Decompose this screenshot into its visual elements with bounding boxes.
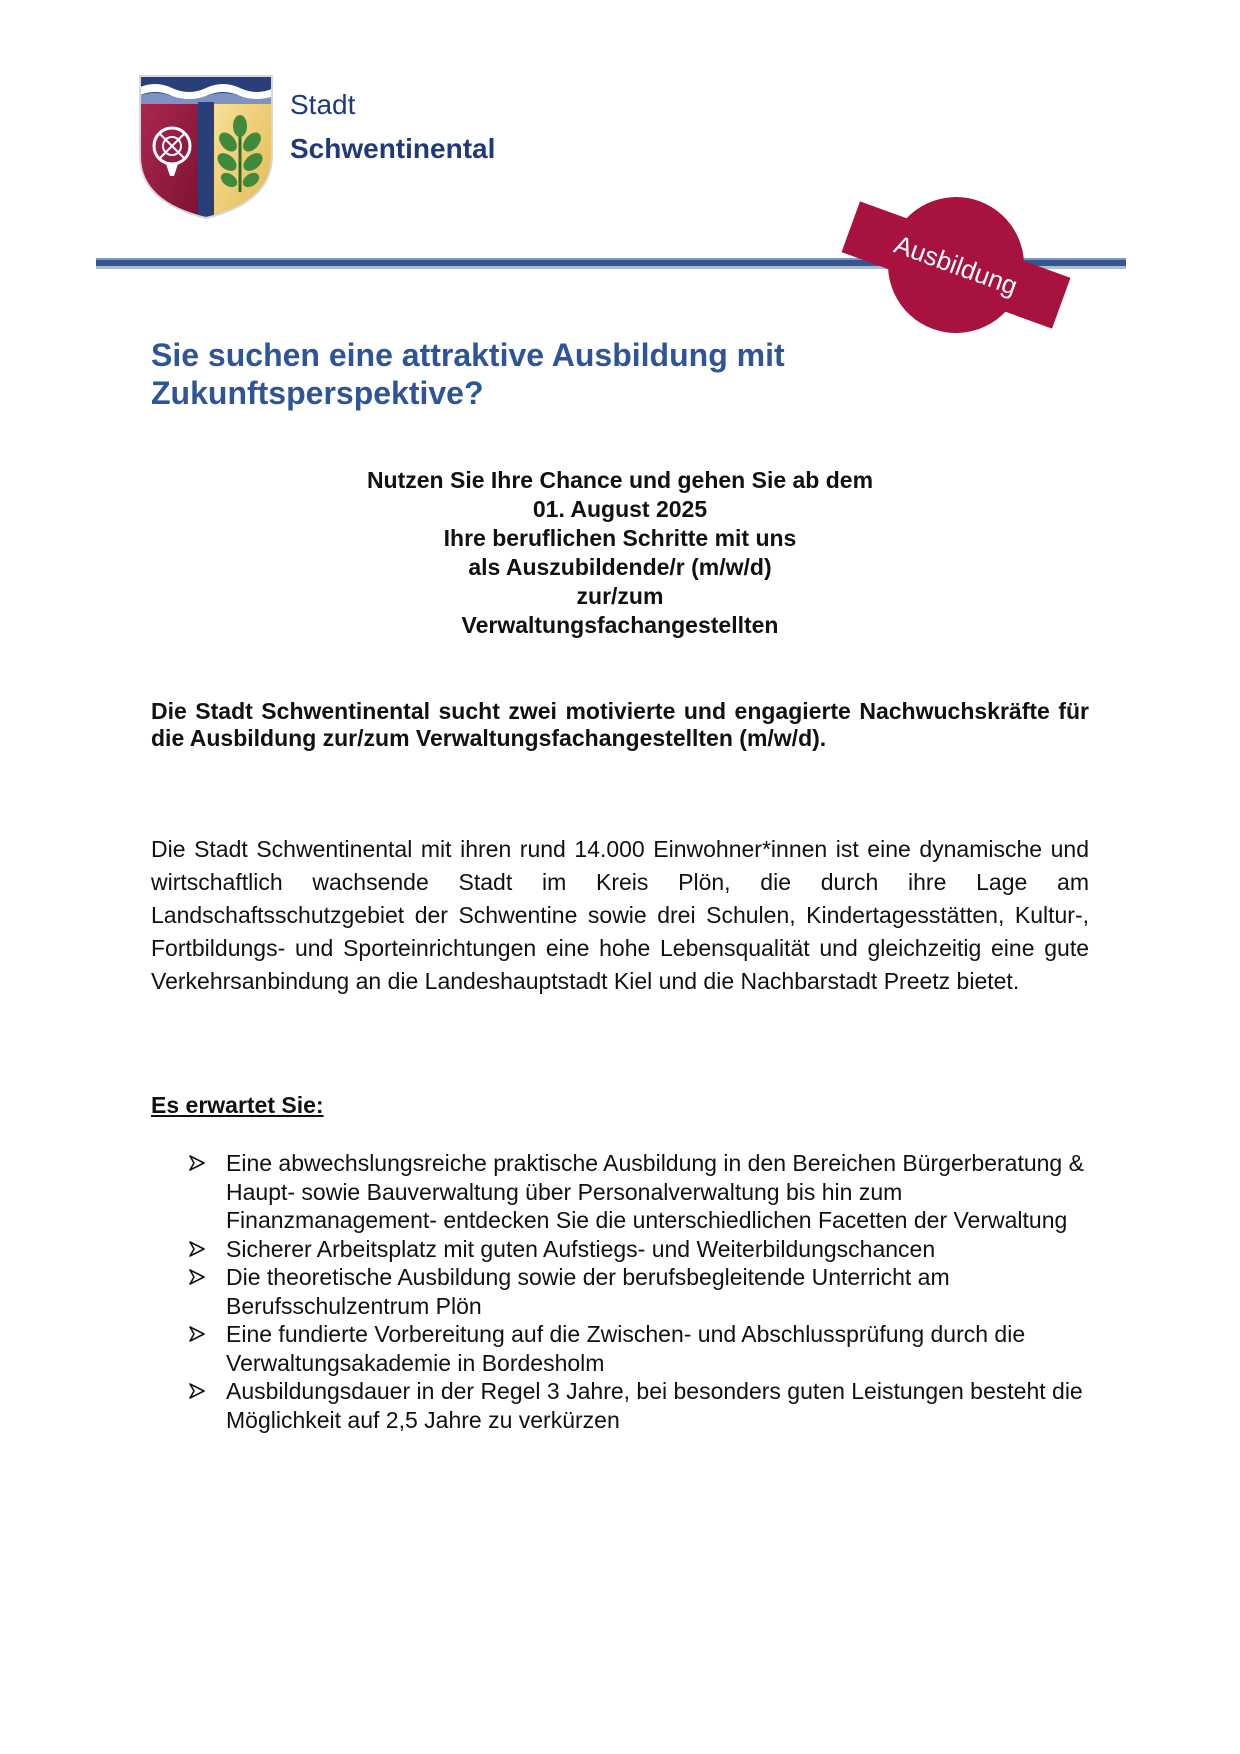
list-item-text: Ausbildungsdauer in der Regel 3 Jahre, bei besonders guten Leistungen besteht die Möglichkeit auf 2,5 Jahre zu verkürzen — [226, 1378, 1083, 1433]
list-item-text: Sicherer Arbeitsplatz mit guten Aufstiegs- und Weiterbildungschancen — [226, 1235, 936, 1262]
arrow-bullet-icon — [188, 1155, 206, 1171]
list-item — [188, 1149, 1088, 1235]
badge-label: Ausbildung — [890, 228, 1022, 302]
intro-paragraph: Die Stadt Schwentinental sucht zwei motivierte und engagierte Nachwuchskräfte für die Ausbildung zur/zum Verwaltungsfachangestellten (m/w/d). — [151, 698, 1089, 751]
expectations-list — [188, 1149, 1088, 1434]
offer-line: Nutzen Sie Ihre Chance und gehen Sie ab dem — [366, 467, 874, 493]
headline-line1: Sie suchen eine attraktive Ausbildung mit — [151, 337, 785, 373]
list-item — [188, 1235, 1088, 1264]
arrow-bullet-icon — [188, 1269, 206, 1285]
city-name-line1: Stadt — [290, 89, 356, 120]
list-item-text: Die theoretische Ausbildung sowie der berufsbegleitende Unterricht am Berufsschulzentrum Plön — [226, 1264, 950, 1319]
arrow-bullet-icon — [188, 1326, 206, 1342]
offer-block — [151, 466, 1089, 640]
list-item-text: Eine abwechslungsreiche praktische Ausbildung in den Bereichen Bürgerberatung & Haupt- sowie Bauverwaltung über Personalverwaltung bis hin zum Finanzmanagement- entdecken Sie die unterschiedlichen Facetten der Verwaltung — [226, 1150, 1084, 1233]
ausbildung-badge — [836, 190, 1076, 340]
expectations-heading: Es erwartet Sie: — [151, 1092, 324, 1118]
offer-date: 01. August 2025 — [532, 496, 708, 522]
list-item-text: Eine fundierte Vorbereitung auf die Zwischen- und Abschlussprüfung durch die Verwaltungsakademie in Bordesholm — [226, 1321, 1026, 1376]
page-headline — [151, 336, 951, 412]
description-paragraph: Die Stadt Schwentinental mit ihren rund 14.000 Einwohner*innen ist eine dynamische und wirtschaftlich wachsende Stadt im Kreis Plön, die durch ihre Lage am Landschaftsschutzgebiet der Schwentine sowie drei Schulen, Kindertagesstätten, Kultur-, Fortbildungs- und Sporteinrichtungen eine hohe Lebensqualität und gleichzeitig eine gute Verkehrsanbindung an die Landeshauptstadt Kiel und die Nachbarstadt Preetz bietet. — [151, 836, 1089, 994]
arrow-bullet-icon — [188, 1241, 206, 1257]
headline-line2: Zukunftsperspektive? — [151, 375, 484, 411]
list-item — [188, 1263, 1088, 1320]
city-name — [290, 88, 495, 166]
offer-line: zur/zum — [576, 583, 664, 609]
list-item — [188, 1377, 1088, 1434]
offer-line: Ihre beruflichen Schritte mit uns — [443, 525, 797, 551]
list-item — [188, 1320, 1088, 1377]
city-crest-logo — [138, 74, 274, 220]
city-name-line2: Schwentinental — [290, 133, 496, 164]
offer-line: als Auszubildende/r (m/w/d) — [468, 554, 772, 580]
offer-job-title: Verwaltungsfachangestellten — [461, 612, 779, 638]
arrow-bullet-icon — [188, 1383, 206, 1399]
